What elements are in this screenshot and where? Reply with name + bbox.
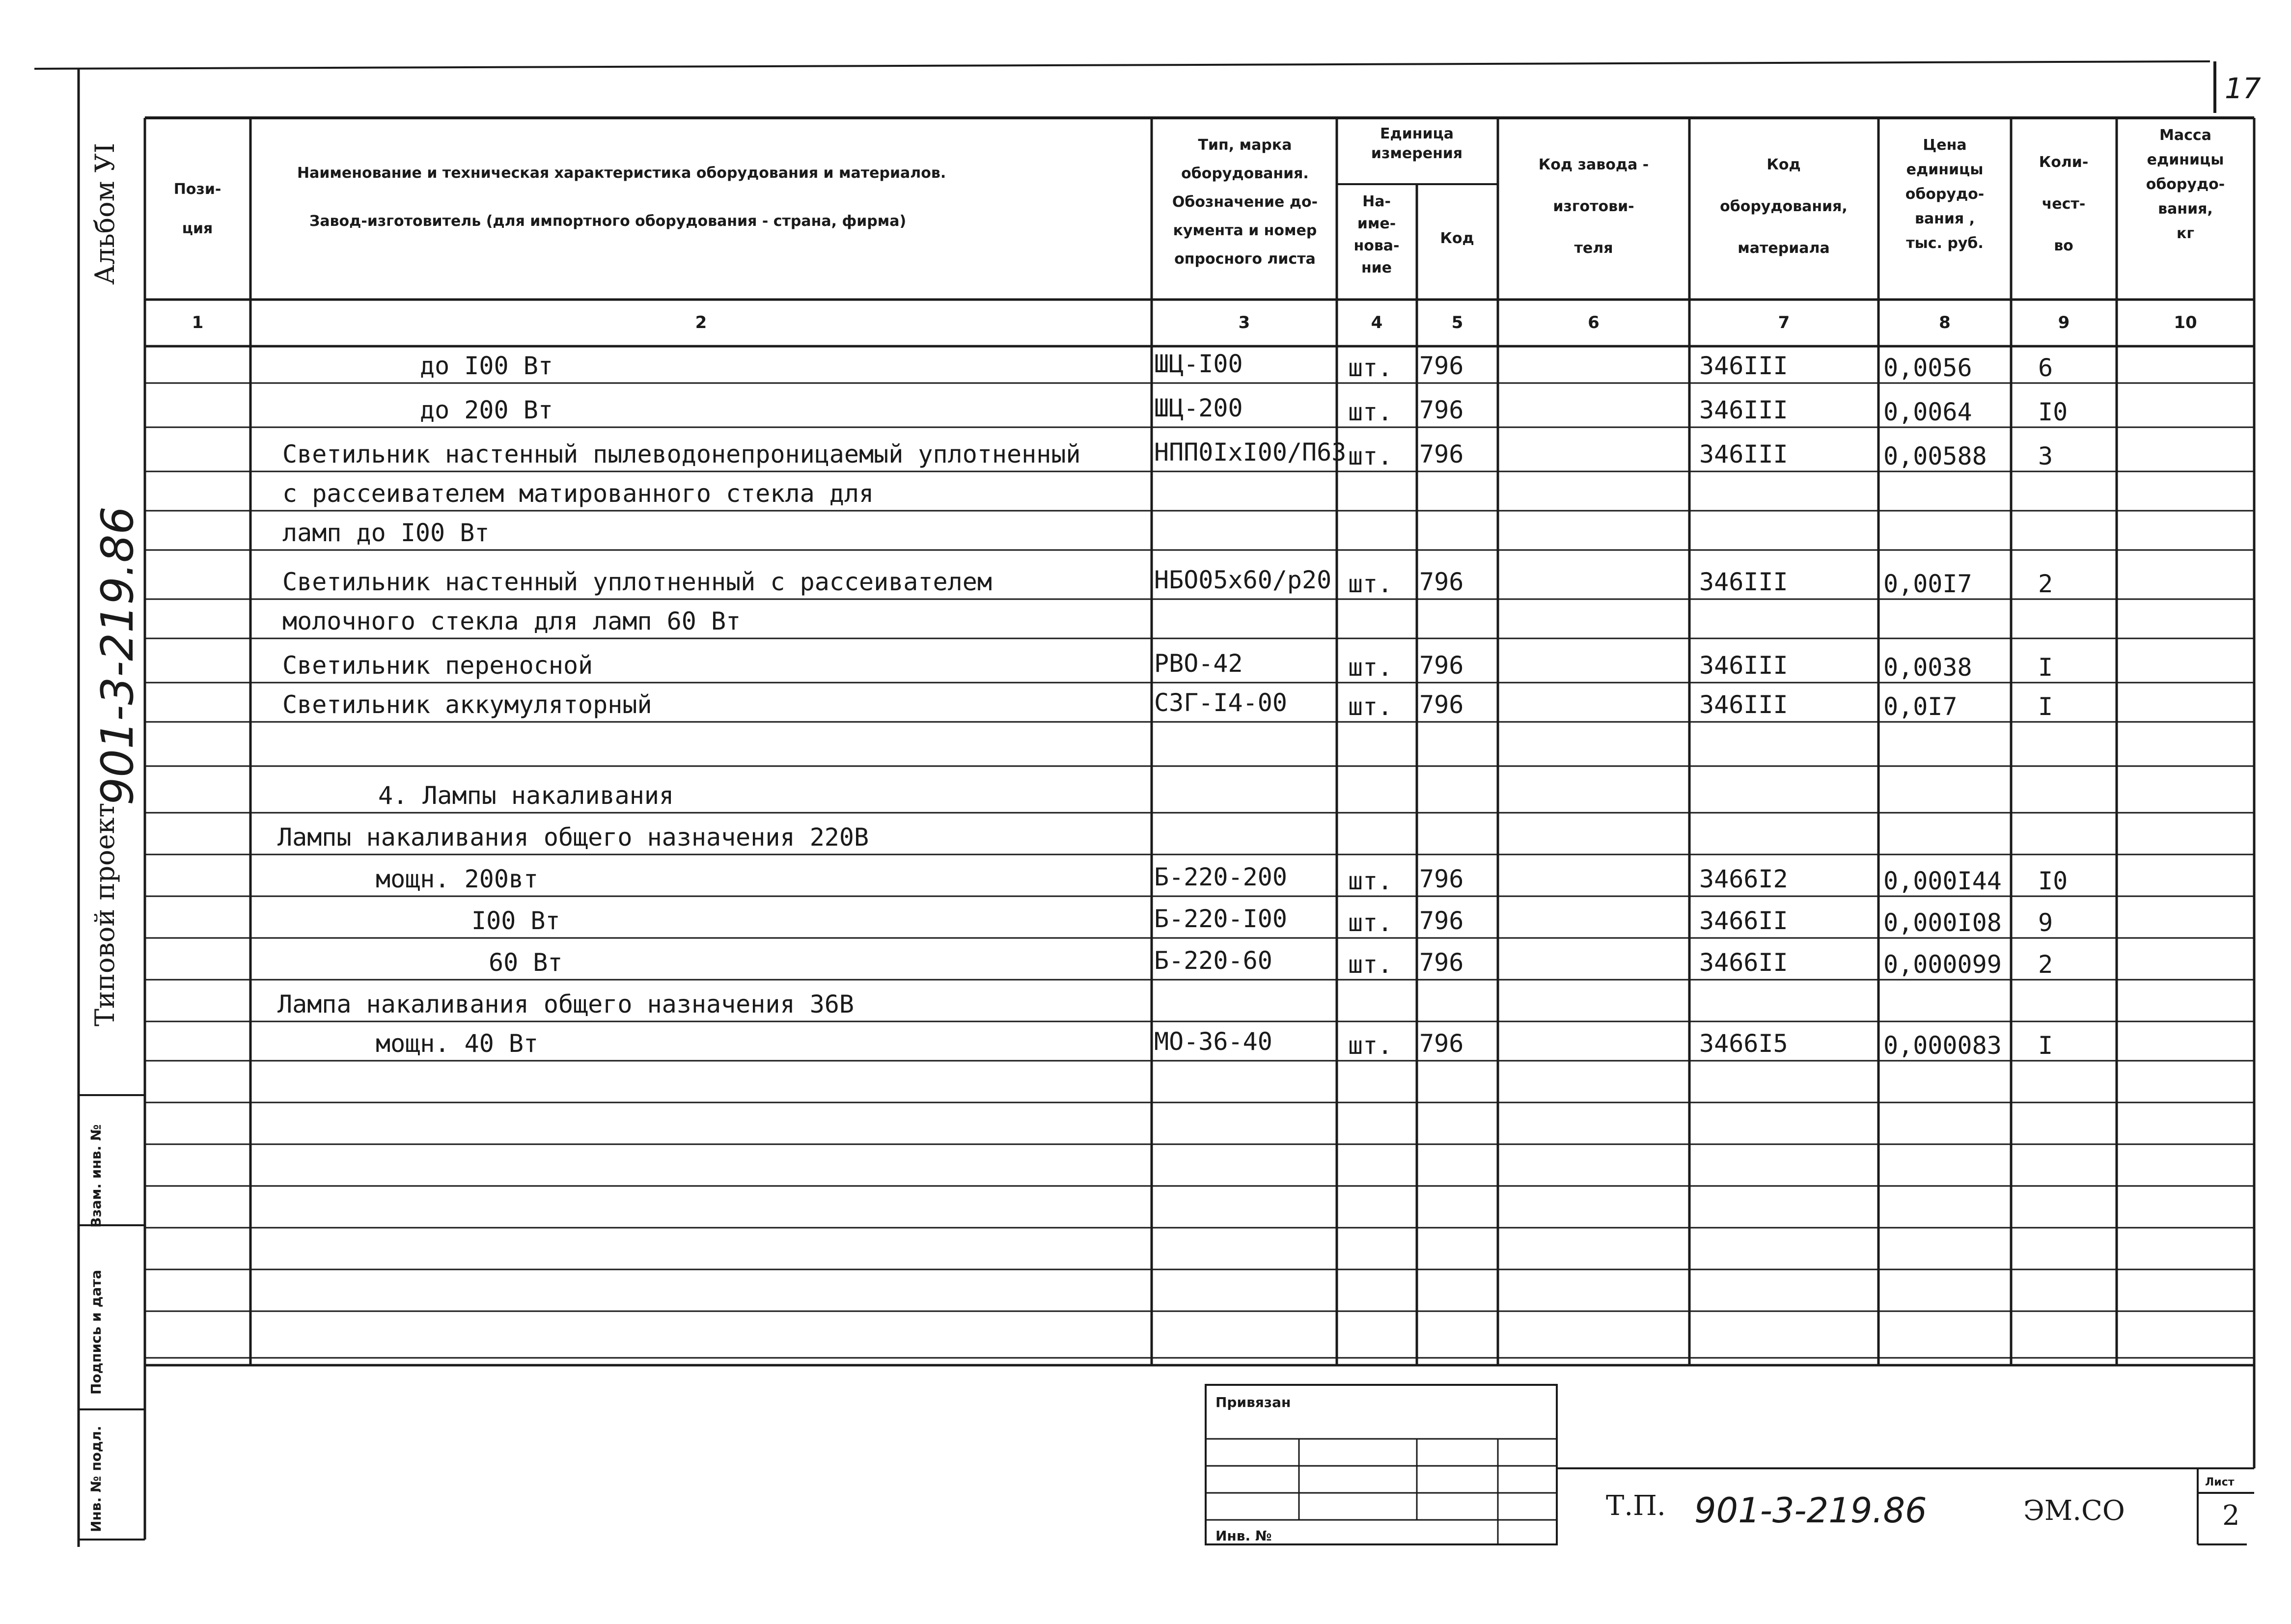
row-equipment-code: 346III <box>1699 651 1788 680</box>
row-name: Лампа накаливания общего назначения 36В <box>277 990 854 1018</box>
header-price: оборудо- <box>1905 186 1985 203</box>
row-unit-code: 796 <box>1419 568 1464 596</box>
row-unit: шт. <box>1348 398 1393 426</box>
header-name: Наименование и техническая характеристика оборудования и материалов. <box>297 165 946 182</box>
header-price: тыс. руб. <box>1906 235 1984 252</box>
header-unit-name: име- <box>1357 215 1396 232</box>
row-type: МО-36-40 <box>1154 1027 1272 1056</box>
row-unit: шт. <box>1348 1031 1393 1060</box>
row-price: 0,00I7 <box>1883 570 1972 598</box>
row-name: с рассеивателем матированного стекла для <box>282 479 874 508</box>
document-code: ЭМ.СО <box>2023 1495 2125 1527</box>
row-price: 0,0056 <box>1883 354 1972 382</box>
column-number: 7 <box>1778 313 1790 332</box>
header-unit: измерения <box>1371 145 1463 162</box>
row-quantity: I <box>2038 692 2053 721</box>
row-unit-code: 796 <box>1419 690 1464 719</box>
row-name: 60 Вт <box>489 948 563 977</box>
row-unit: шт. <box>1348 442 1393 470</box>
bound-label: Привязан <box>1215 1394 1291 1410</box>
row-price: 0,00588 <box>1883 442 1987 470</box>
header-plant-code: изготови- <box>1553 198 1634 215</box>
row-price: 0,0038 <box>1883 653 1972 682</box>
row-name: до 200 Вт <box>420 396 553 424</box>
header-mass: оборудо- <box>2146 176 2225 193</box>
header-quantity: Коли- <box>2039 154 2089 171</box>
row-quantity: 6 <box>2038 354 2053 382</box>
row-quantity: 2 <box>2038 570 2053 598</box>
row-unit-code: 796 <box>1419 865 1464 893</box>
row-price: 0,000099 <box>1883 950 2002 979</box>
row-type: ШЦ-I00 <box>1154 350 1243 378</box>
row-equipment-code: 3466I5 <box>1699 1029 1788 1058</box>
row-equipment-code: 346III <box>1699 396 1788 424</box>
row-name: Лампы накаливания общего назначения 220В <box>277 823 869 852</box>
row-quantity: 2 <box>2038 950 2053 979</box>
header-equipment-code: оборудования, <box>1720 198 1848 215</box>
row-quantity: I <box>2038 1031 2053 1060</box>
header-plant-code: Код завода - <box>1538 156 1649 173</box>
row-unit-code: 796 <box>1419 396 1464 424</box>
row-type: Б-220-60 <box>1154 946 1272 975</box>
header-type: оборудования. <box>1181 165 1309 182</box>
row-name: Светильник настенный пылеводонепроницаемый уплотненный <box>282 440 1081 468</box>
header-plant-code: теля <box>1574 240 1613 257</box>
row-name: 4. Лампы накаливания <box>378 781 674 810</box>
row-name: Светильник настенный уплотненный с рассеивателем <box>282 568 992 596</box>
row-type: Б-220-I00 <box>1154 905 1287 933</box>
header-quantity: чест- <box>2042 195 2086 213</box>
column-number: 9 <box>2058 313 2070 332</box>
header-price: вания , <box>1914 210 1975 227</box>
header-quantity: во <box>2054 237 2073 254</box>
row-type: СЗГ-I4-00 <box>1154 688 1287 717</box>
header-equipment-code: материала <box>1738 240 1830 257</box>
row-name: мощн. 40 Вт <box>376 1029 539 1058</box>
column-number: 2 <box>695 313 707 332</box>
row-name: молочного стекла для ламп 60 Вт <box>282 607 741 635</box>
row-equipment-code: 346III <box>1699 352 1788 380</box>
row-name: до I00 Вт <box>420 352 553 380</box>
row-unit: шт. <box>1348 908 1393 937</box>
row-unit-code: 796 <box>1419 352 1464 380</box>
header-position: Пози- <box>173 181 221 198</box>
row-name: Светильник переносной <box>282 651 593 680</box>
header-type: Обозначение до- <box>1172 193 1318 211</box>
row-unit: шт. <box>1348 570 1393 598</box>
row-quantity: 9 <box>2038 908 2053 937</box>
header-type: Тип, марка <box>1198 137 1292 154</box>
header-unit-name: нова- <box>1353 237 1400 254</box>
row-type: Б-220-200 <box>1154 863 1287 891</box>
tp-number: 901-3-219.86 <box>1694 1490 1927 1531</box>
row-name: ламп до I00 Вт <box>282 519 490 547</box>
row-unit-code: 796 <box>1419 907 1464 935</box>
sheet-label: Лист <box>2205 1476 2235 1488</box>
tp-prefix: Т.П. <box>1606 1490 1666 1522</box>
row-name: Светильник аккумуляторный <box>282 690 652 719</box>
row-unit: шт. <box>1348 950 1393 979</box>
header-unit-name: На- <box>1362 193 1391 210</box>
row-type: НПП0IxI00/П63 <box>1154 438 1347 467</box>
header-mass: кг <box>2176 225 2195 242</box>
header-price: Цена <box>1923 137 1967 154</box>
row-unit-code: 796 <box>1419 651 1464 680</box>
row-quantity: I <box>2038 653 2053 682</box>
row-unit-code: 796 <box>1419 440 1464 468</box>
row-unit-code: 796 <box>1419 948 1464 977</box>
row-type: РВО-42 <box>1154 649 1243 678</box>
column-number: 6 <box>1588 313 1600 332</box>
row-unit: шт. <box>1348 867 1393 895</box>
stamp-inv-replace: Взам. инв. № <box>88 1124 104 1228</box>
inv-no-label: Инв. № <box>1215 1528 1272 1544</box>
row-equipment-code: 346III <box>1699 568 1788 596</box>
row-unit: шт. <box>1348 354 1393 382</box>
row-price: 0,0064 <box>1883 398 1972 426</box>
column-number: 5 <box>1451 313 1463 332</box>
row-unit: шт. <box>1348 653 1393 682</box>
side-album-label: Альбом УI <box>89 142 120 285</box>
side-project-number: 901-3-219.86 <box>92 506 143 805</box>
row-equipment-code: 346III <box>1699 440 1788 468</box>
row-price: 0,000I44 <box>1883 867 2002 895</box>
column-number: 1 <box>192 313 204 332</box>
row-unit-code: 796 <box>1419 1029 1464 1058</box>
stamp-inv-original: Инв. № подл. <box>88 1426 104 1532</box>
row-price: 0,000I08 <box>1883 908 2002 937</box>
header-price: единицы <box>1906 161 1984 178</box>
row-quantity: 3 <box>2038 442 2053 470</box>
row-type: НБО05x60/p20 <box>1154 566 1332 594</box>
row-price: 0,000083 <box>1883 1031 2002 1060</box>
row-equipment-code: 3466II <box>1699 948 1788 977</box>
row-price: 0,0I7 <box>1883 692 1958 721</box>
row-type: ШЦ-200 <box>1154 394 1243 422</box>
row-quantity: I0 <box>2038 398 2068 426</box>
header-type: опросного листа <box>1174 250 1316 268</box>
side-project-type: Типовой проект <box>89 802 120 1026</box>
row-unit: шт. <box>1348 692 1393 721</box>
row-equipment-code: 346III <box>1699 690 1788 719</box>
sheet-number: 2 <box>2222 1500 2240 1532</box>
header-mass: Масса <box>2159 127 2211 144</box>
row-equipment-code: 3466I2 <box>1699 865 1788 893</box>
header-equipment-code: Код <box>1767 156 1801 173</box>
column-number: 10 <box>2174 313 2197 332</box>
header-manufacturer: Завод-изготовитель (для импортного оборудования - страна, фирма) <box>309 213 907 230</box>
stamp-sign-date: Подпись и дата <box>88 1269 104 1395</box>
table-rule <box>34 61 2210 69</box>
row-quantity: I0 <box>2038 867 2068 895</box>
column-number: 4 <box>1371 313 1383 332</box>
header-unit-name: ние <box>1361 259 1392 276</box>
header-mass: единицы <box>2147 151 2224 168</box>
column-number: 3 <box>1238 313 1250 332</box>
column-number: 8 <box>1939 313 1951 332</box>
header-unit: Единица <box>1380 125 1454 142</box>
row-name: мощн. 200вт <box>376 865 539 893</box>
header-unit-code: Код <box>1440 230 1474 247</box>
header-position: ция <box>182 220 213 237</box>
header-type: кумента и номер <box>1173 222 1317 239</box>
corner-sheet-number: 17 <box>2225 72 2261 105</box>
header-mass: вания, <box>2158 200 2213 218</box>
row-equipment-code: 3466II <box>1699 907 1788 935</box>
row-name: I00 Вт <box>471 907 560 935</box>
